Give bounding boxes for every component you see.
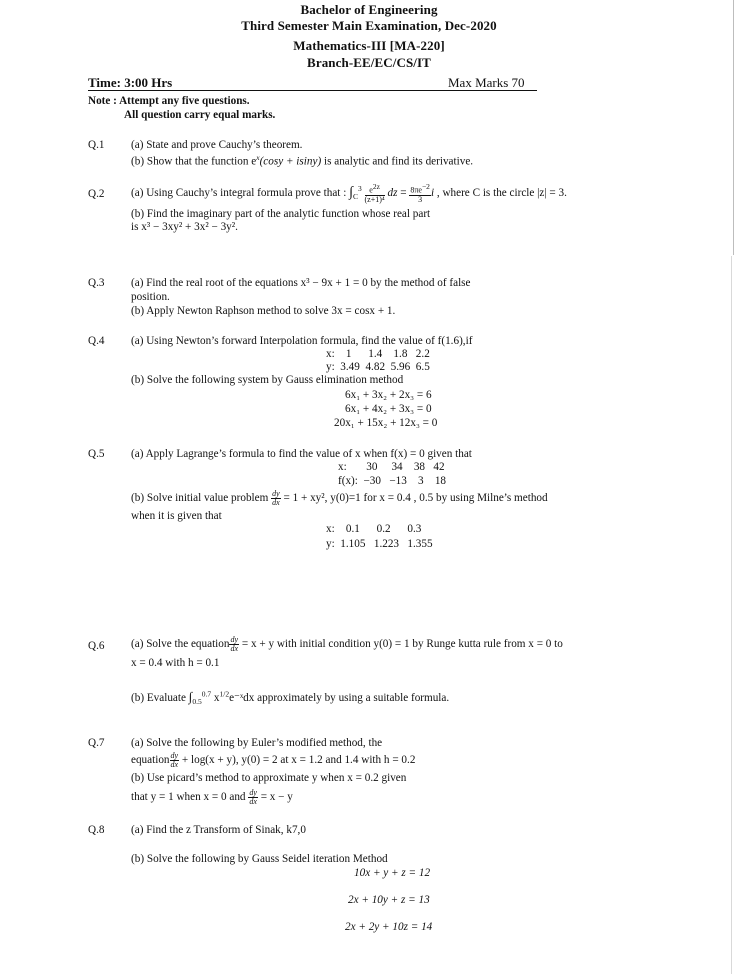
header-degree: Bachelor of Engineering [300,2,438,17]
header-exam: Third Semester Main Examination, Dec-2020 [241,18,497,33]
question-number-3: Q.3 [88,277,105,289]
q5-part-a: (a) Apply Lagrange’s formula to find the value of x when f(x) = 0 given that [131,448,472,460]
q5-fx-row: f(x): −30 −13 3 18 [338,475,447,487]
header-subject: Mathematics-III [MA-220] [293,38,445,53]
q1-b-pre: (b) Show that the function e [131,155,257,168]
q2-a-pre: (a) Using Cauchy’s integral formula prove that : [131,186,347,199]
q7-a-pre: equation [131,754,170,767]
q6-a-pre: (a) Solve the equation [131,638,230,651]
q6-b-post: e⁻ˣdx approximately by using a suitable formula. [229,692,450,704]
q8-part-b: (b) Solve the following by Gauss Seidel iteration Method [131,853,388,865]
q3-part-a-line2: position. [131,291,170,303]
q4-part-a: (a) Using Newton’s forward Interpolation formula, find the value of f(1.6),if [131,335,473,347]
q5-table-x-row: x: 0.1 0.2 0.3 [326,523,422,535]
q5-b-pre: (b) Solve initial value problem [131,492,269,505]
note-line-1: Note : Attempt any five questions. [88,95,250,107]
question-number-8: Q.8 [88,824,105,836]
q2-part-a: (a) Using Cauchy’s integral formula prove that : $\int_C^3$ $\frac{e^{2z}}{\text{(z+1)⁴}}$ dz = $\frac{8\pi e^{-2}}{3}$ i , where C is the circle |z| = 3. [131,182,567,204]
q5-part-b-line2: when it is given that [131,510,222,522]
header-branch: Branch-EE/EC/CS/IT [307,55,431,70]
q6-part-a-line2: x = 0.4 with h = 0.1 [131,657,220,669]
q6-part-b: (b) Evaluate $\int_{0.5}^{0.7}$ $x^{1/2}e^-ˣdx$ approximately by using a suitable formula. [131,689,450,707]
q8-equation-2: 2x + 10y + z = 13 [348,894,430,906]
q3-part-a-line1: (a) Find the real root of the equations x³ − 9x + 1 = 0 by the method of false [131,277,471,289]
question-number-4: Q.4 [88,335,105,347]
q4-x-row: x: 1 1.4 1.8 2.2 [326,348,430,360]
q6-b-pre: (b) Evaluate [131,692,186,704]
question-number-1: Q.1 [88,139,105,151]
q4-equation-2: 6x₁ + 4x₂ + 3x₃ = 0 [345,403,432,415]
q2-a-post: , where C is the circle |z| = 3. [436,186,567,199]
time-label: Time: 3:00 Hrs [88,75,173,90]
q6-part-a-line1: (a) Solve the equation $\frac{dy}{dx}$ = x + y with initial condition y(0) = 1 by Runge kutta rule from x = 0 to [131,635,563,653]
q2-part-b-line1: (b) Find the imaginary part of the analytic function whose real part [131,208,431,220]
q1-b-post: is analytic and find its derivative. [321,155,474,168]
question-number-5: Q.5 [88,448,105,460]
q4-part-b: (b) Solve the following system by Gauss elimination method [131,374,404,386]
note-line-2: All question carry equal marks. [124,109,276,121]
q4-equation-1: 6x₁ + 3x₂ + 2x₃ = 6 [345,389,432,401]
q5-x-row: x: 30 34 38 42 [338,461,445,473]
q7-a-post: + log(x + y), y(0) = 2 at x = 1.2 and 1.4 with h = 0.2 [181,754,416,767]
question-number-6: Q.6 [88,640,105,652]
q7-part-a-line1: (a) Solve the following by Euler’s modified method, the [131,737,383,749]
q1-part-a: (a) State and prove Cauchy’s theorem. [131,139,303,151]
q5-b-post: = 1 + xy², y(0)=1 for x = 0.4 , 0.5 by using Milne’s method [283,492,548,505]
q7-part-b-line2: that y = 1 when x = 0 and $\frac{dy}{dx}$ = x − y [131,788,293,806]
q5-part-b-line1: (b) Solve initial value problem $\frac{dy}{dx}$ = 1 + xy², y(0)=1 for x = 0.4 , 0.5 by using Milne’s method [131,489,548,507]
header-rule [88,90,537,91]
q6-a-post: = x + y with initial condition y(0) = 1 by Runge kutta rule from x = 0 to [241,638,563,651]
q1-part-b: (b) Show that the function $e^x(\cos y + isiny)$ is analytic and find its derivative. [131,153,474,168]
q5-table-y-row: y: 1.105 1.223 1.355 [326,538,433,550]
q8-part-a: (a) Find the z Transform of Sinak, k7,0 [131,824,306,836]
q8-equation-1: 10x + y + z = 12 [354,867,431,879]
question-number-2: Q.2 [88,188,105,200]
max-marks-label: Max Marks 70 [448,75,525,90]
q2-part-b-line2: is x³ − 3xy² + 3x² − 3y². [131,221,238,233]
q8-equation-3: 2x + 2y + 10z = 14 [345,921,433,933]
q7-b-pre: that y = 1 when x = 0 and [131,791,246,804]
q7-part-b-line1: (b) Use picard’s method to approximate y when x = 0.2 given [131,772,407,784]
q4-y-row: y: 3.49 4.82 5.96 6.5 [326,361,430,373]
q7-part-a-line2: equation $\frac{dy}{dx}$ + log(x + y), y(0) = 2 at x = 1.2 and 1.4 with h = 0.2 [131,751,416,769]
question-number-7: Q.7 [88,737,105,749]
q7-b-post: = x − y [260,791,293,804]
q4-equation-3: 20x₁ + 15x₂ + 12x₃ = 0 [334,417,438,429]
q3-part-b: (b) Apply Newton Raphson method to solve 3x = cosx + 1. [131,305,396,317]
page-border-line-lower [731,256,732,974]
